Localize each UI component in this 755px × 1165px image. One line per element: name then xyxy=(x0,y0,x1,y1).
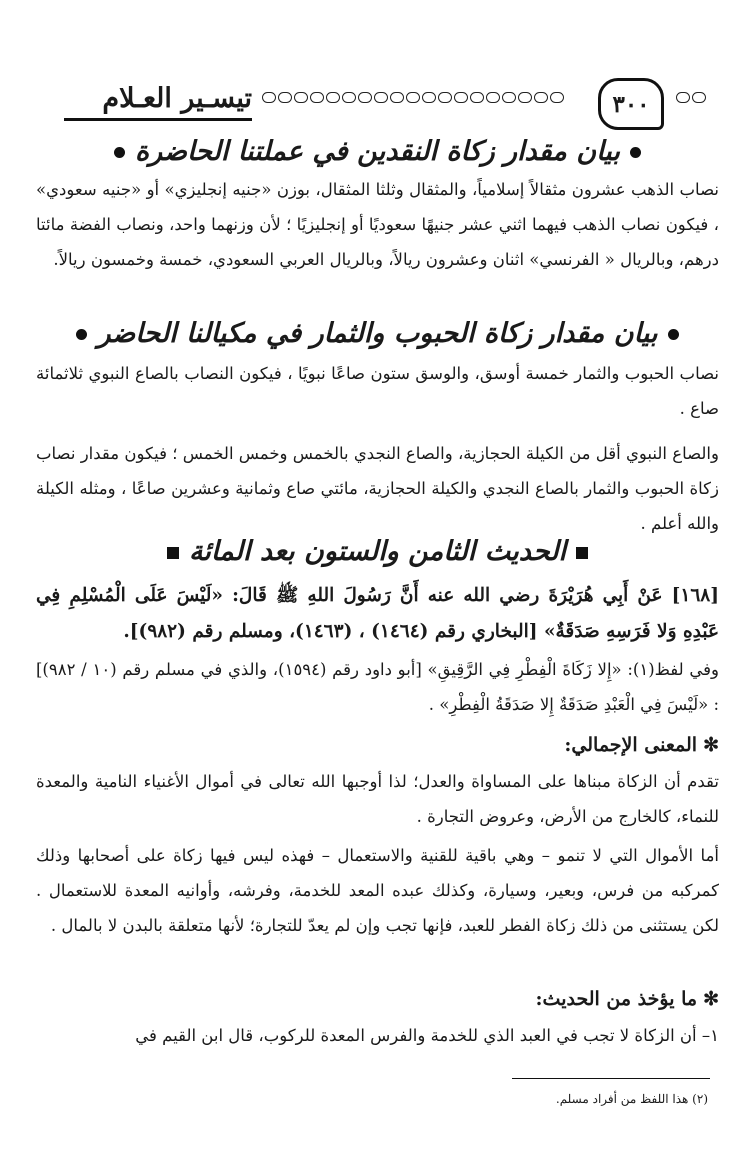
bullet-icon xyxy=(668,329,679,340)
book-title: تيسـير العـلام xyxy=(64,80,252,121)
section-heading-currency-text: بيان مقدار زكاة النقدين في عملتنا الحاضرة xyxy=(135,136,620,167)
bullet-icon xyxy=(630,147,641,158)
hadith-heading xyxy=(30,536,725,567)
page-number-frame xyxy=(598,78,664,130)
paragraph-saa-measure: والصاع النبوي أقل من الكيلة الحجازية، والصاع النجدي بالخمس وخمس الخمس ؛ فيكون مقدار نصاب زكاة الحبوب والثمار بالصاع النجدي والكيلة الحجازية، مائتي صاع وثمانية وعشرين صاعًا ، ومثله الكيلة والله أعلم . xyxy=(35,444,719,533)
takeaway-item-1: ١– أن الزكاة لا تجب في العبد الذي للخدمة والفرس المعدة للركوب، قال ابن القيم في xyxy=(135,1026,719,1045)
takeaways-heading xyxy=(36,988,719,1010)
paragraph-grains-nisab: نصاب الحبوب والثمار خمسة أوسق، والوسق ستون صاعًا نبويًا ، فيكون النصاب بالصاع النبوي ثلاثمائة صاع . xyxy=(36,364,719,418)
section-heading-grains-text: بيان مقدار زكاة الحبوب والثمار في مكيالنا الحاضر xyxy=(97,318,658,349)
section-heading-grains xyxy=(30,318,725,349)
page-number: ٣٠٠ xyxy=(612,90,650,118)
meaning-heading-text: المعنى الإجمالي: xyxy=(564,734,698,756)
header-ornament-right xyxy=(676,92,706,108)
paragraph-gold-silver-nisab: نصاب الذهب عشرون مثقالاً إسلامياً، والمثقال وثلثا المثقال، بوزن «جنيه إنجليزي» أو «جنيه سعودي» ، فيكون نصاب الذهب فيهما اثني عشر جنيهًا سعوديًا أو إنجليزيًا ؛ لأن وزنهما واحد، ونصاب الفضة مائتا درهم، وبالريال « الفرنسي» اثنان وعشرون ريالاً، وبالريال العربي السعودي، خمسة وخمسون ريالاً. xyxy=(36,180,719,269)
footnote: (٢) هذا اللفظ من أفراد مسلم. xyxy=(555,1092,708,1106)
bullet-icon xyxy=(114,147,125,158)
hadith-heading-text: الحديث الثامن والستون بعد المائة xyxy=(188,536,567,567)
header-ornament-left xyxy=(262,92,564,108)
asterisk-icon: ✻ xyxy=(703,988,719,1010)
meaning-heading xyxy=(36,734,719,756)
footnote-divider xyxy=(512,1078,710,1079)
hadith-text: [١٦٨] عَنْ أَبِي هُرَيْرَةَ رضي الله عنه أَنَّ رَسُولَ اللهِ ﷺ قَالَ: «لَيْسَ عَلَى الْمُسْلِمِ فِي عَبْدِهِ وَلا فَرَسِهِ صَدَقَةٌ» [البخاري رقم (١٤٦٤) ، (١٤٦٣)، ومسلم رقم (٩٨٢)]. xyxy=(36,585,719,642)
running-header xyxy=(0,70,755,130)
square-bullet-icon xyxy=(167,547,179,559)
asterisk-icon: ✻ xyxy=(703,734,719,756)
takeaways-heading-text: ما يؤخذ من الحديث: xyxy=(535,988,698,1010)
section-heading-currency xyxy=(30,136,725,167)
hadith-variant-text: وفي لفظ(١): «إِلا زَكَاةَ الْفِطْرِ فِي الرَّقِيقِ» [أبو داود رقم (١٥٩٤)، والذي في مسلم رقم (١٠ / ٩٨٢)] : «لَيْسَ فِي الْعَبْدِ صَدَقَةٌ إِلا صَدَقَةُ الْفِطْرِ» . xyxy=(36,660,719,714)
bullet-icon xyxy=(76,329,87,340)
square-bullet-icon xyxy=(576,547,588,559)
paragraph-meaning-2: أما الأموال التي لا تنمو – وهي باقية للقنية والاستعمال – فهذه ليس فيها زكاة على أصحابها وذلك كمركبه من فرس، وبعير، وسيارة، وكذلك عبده المعد للخدمة، وفرشه، وأوانيه المعدة للاستعمال . لكن يستثنى من ذلك زكاة الفطر للعبد، فإنها تجب وإن لم يعدّ للتجارة؛ لأنها متعلقة بالبدن لا بالمال . xyxy=(36,846,719,935)
paragraph-meaning-1: تقدم أن الزكاة مبناها على المساواة والعدل؛ لذا أوجبها الله تعالى في أموال الأغنياء النامية والمعدة للنماء، كالخارج من الأرض، وعروض التجارة . xyxy=(36,772,719,826)
